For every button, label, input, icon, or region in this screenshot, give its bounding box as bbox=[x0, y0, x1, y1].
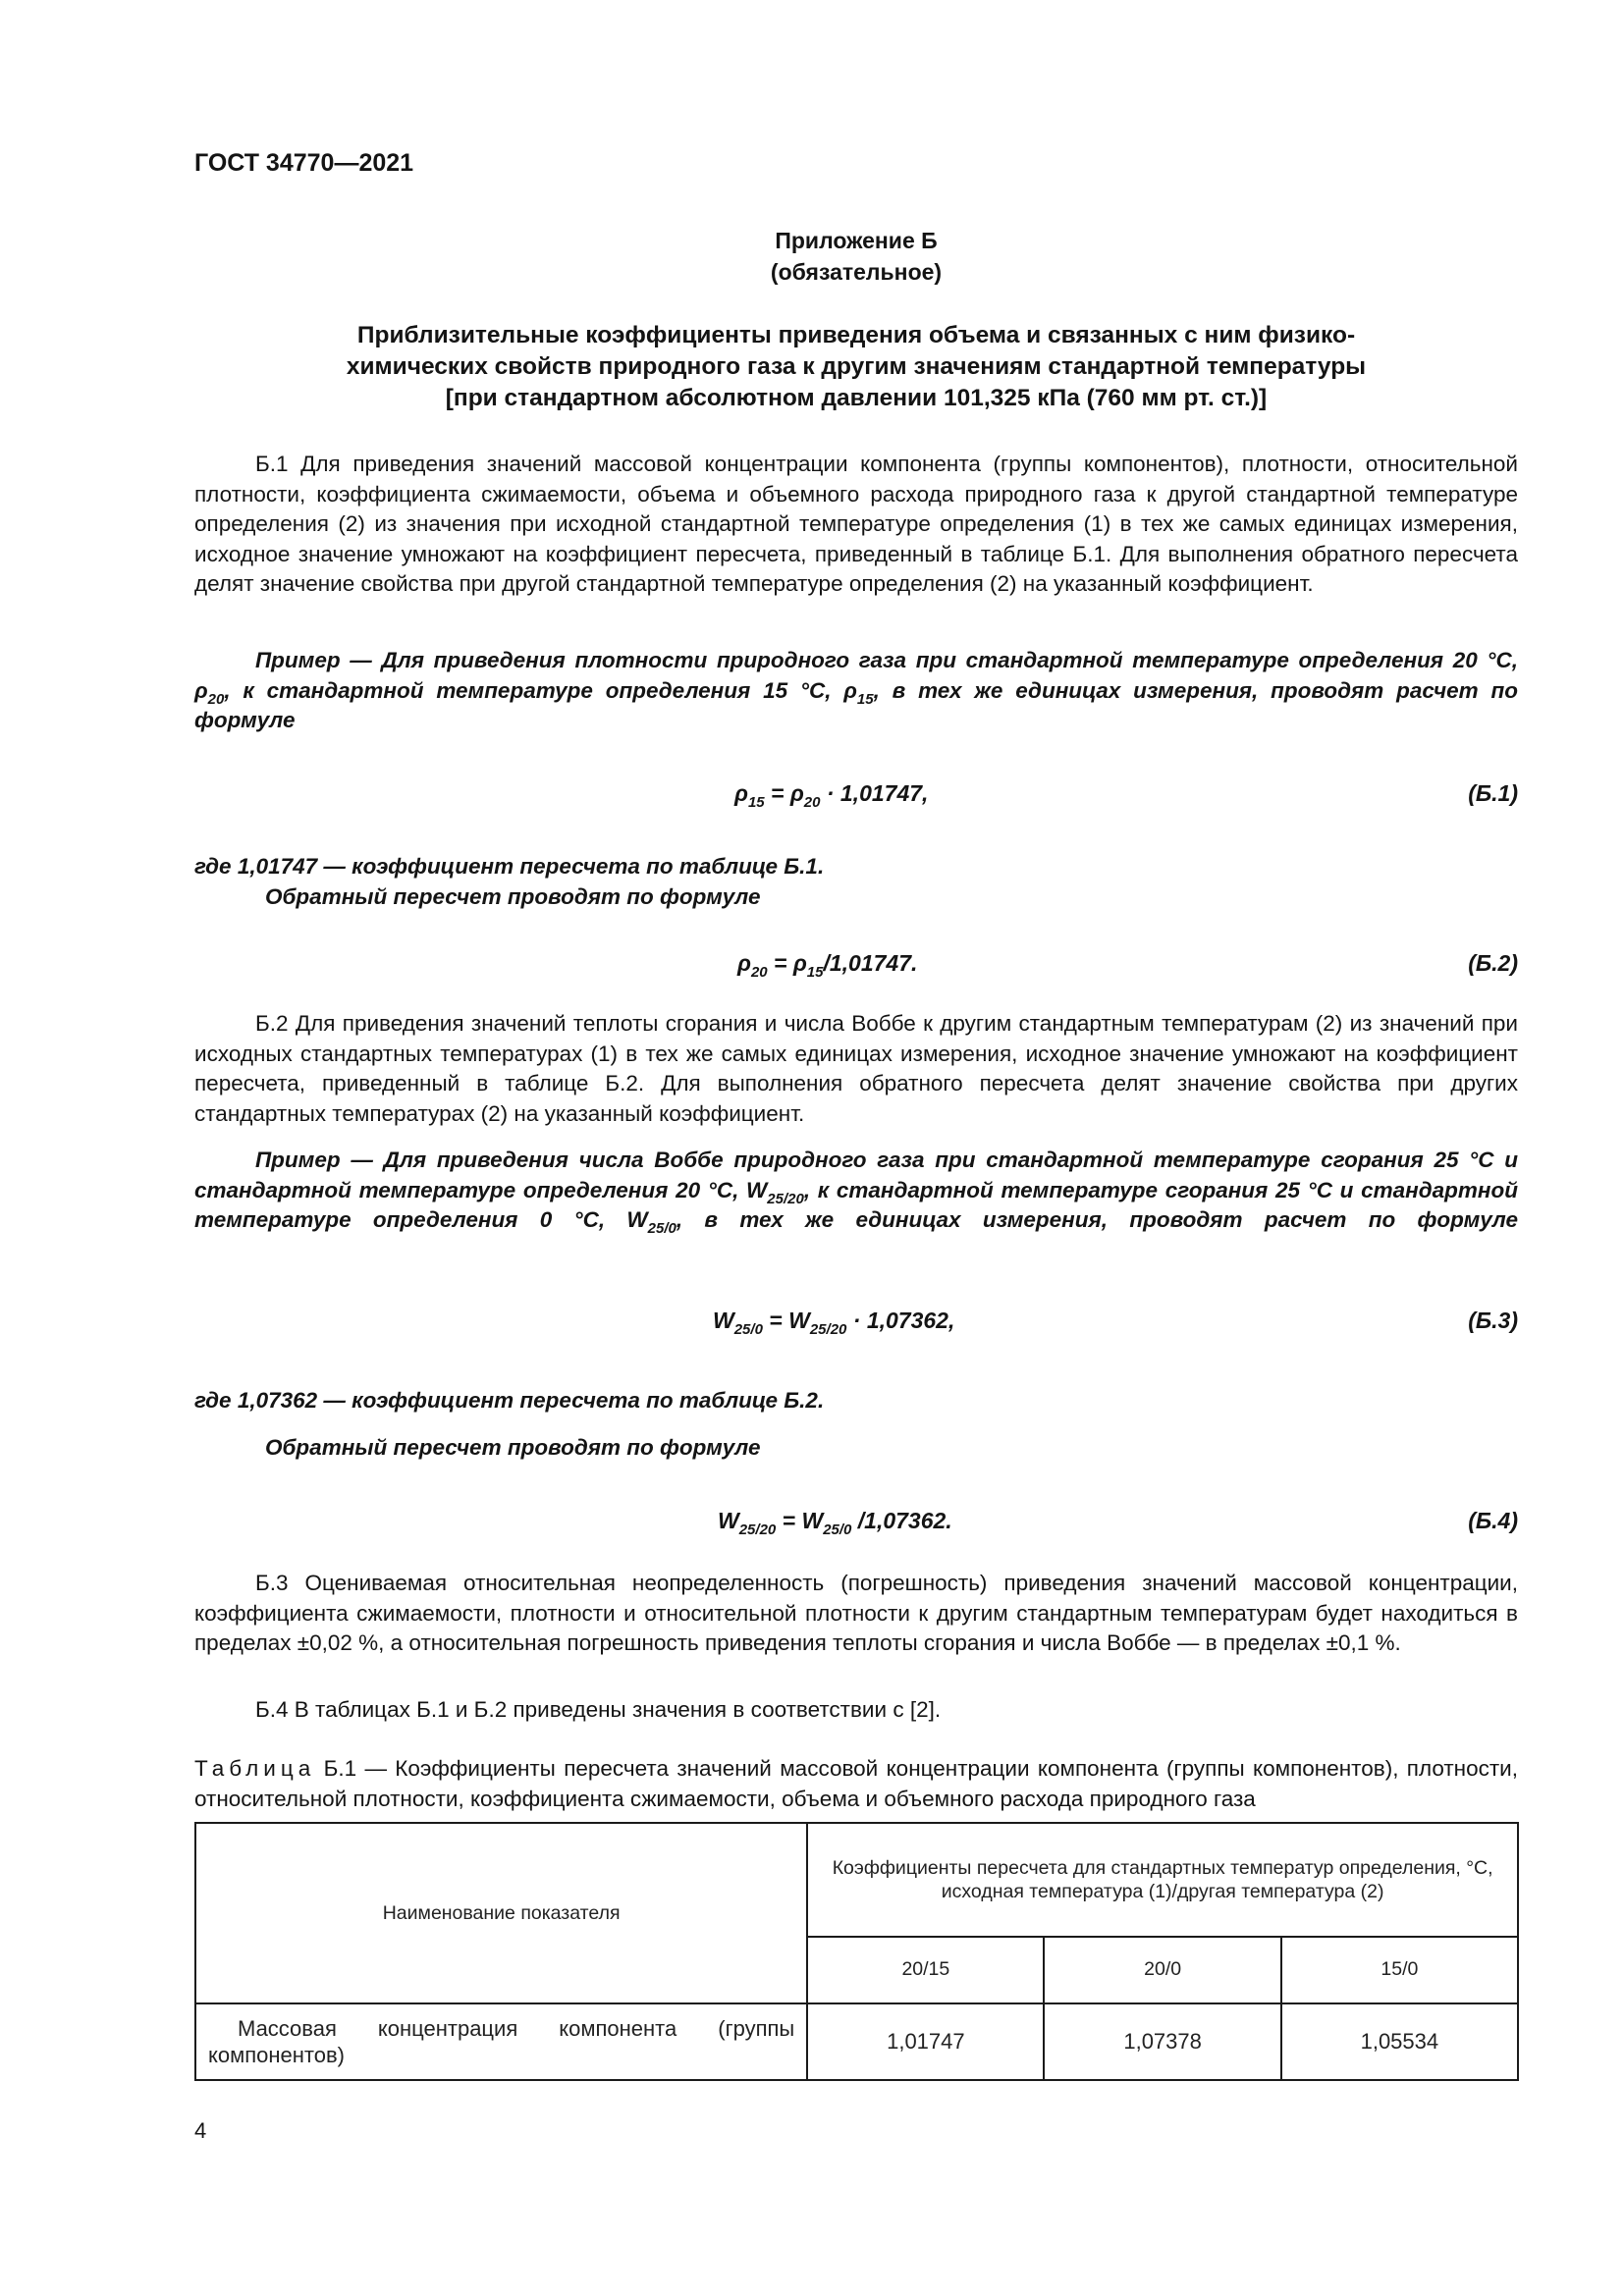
example-2-sub-2: 25/0 bbox=[647, 1220, 677, 1237]
table-header-row bbox=[195, 1823, 1518, 1937]
eq1-b: = ρ bbox=[764, 780, 804, 806]
example-1-part-1: Пример — Для приведения плотности природного газа при стандартной температуре определения 20 °С, ρ bbox=[194, 648, 1518, 703]
equation-b2-number: (Б.2) bbox=[1468, 950, 1518, 976]
example-2-part-1: Пример — Для приведения числа Воббе природного газа при стандартной температуре сгорания 25 °С и стандартной температуре определения 20 °С, W bbox=[194, 1148, 1518, 1202]
paragraph-b4-text: Б.4 В таблицах Б.1 и Б.2 приведены значения в соответствии с [2]. bbox=[255, 1697, 942, 1722]
paragraph-b3-text: Б.3 Оцениваемая относительная неопределенность (погрешность) приведения значений массовой концентрации, коэффициента сжимаемости, плотности и относительной плотности к другим стандартным температурам будет находиться в пределах ±0,02 %, а относительная погрешность приведения теплоты сгорания и числа Воббе — в пределах ±0,1 %. bbox=[194, 1571, 1518, 1655]
eq3-c: · 1,07362, bbox=[846, 1308, 955, 1333]
annex-label: Приложение Б bbox=[775, 228, 938, 253]
annex-title-line-2: химических свойств природного газа к другим значениям стандартной температуры bbox=[346, 353, 1367, 380]
eq2-c: /1,01747. bbox=[823, 950, 918, 976]
table-caption-text: Б.1 — Коэффициенты пересчета значений массовой концентрации компонента (группы компонентов), плотности, относительной плотности, коэффициента сжимаемости, объема и объемного расхода природного газа bbox=[194, 1756, 1518, 1811]
equation-b4 bbox=[718, 1508, 952, 1538]
where-note-1: где 1,01747 — коэффициент пересчета по таблице Б.1. bbox=[194, 854, 825, 879]
example-1-sub-2: 15 bbox=[856, 690, 874, 708]
paragraph-b2-text: Б.2 Для приведения значений теплоты сгорания и числа Воббе к другим стандартным температурам (2) из значений при исходных стандартных температурах (1) в тех же самых единицах измерения, исходное значение умножают на коэффициент пересчета, приведенный в таблице Б.2. Для выполнения обратного пересчета делят значение свойства при других стандартных температурах (2) на указанный коэффициент. bbox=[194, 1011, 1518, 1126]
equation-b4-number: (Б.4) bbox=[1468, 1508, 1518, 1533]
eq1-a-sub: 15 bbox=[747, 794, 765, 811]
eq1-a: ρ bbox=[734, 780, 748, 806]
example-1-sub-1: 20 bbox=[207, 690, 225, 708]
eq2-b-sub: 15 bbox=[806, 964, 824, 981]
eq1-b-sub: 20 bbox=[803, 794, 821, 811]
eq2-a-sub: 20 bbox=[750, 964, 768, 981]
table-row bbox=[195, 2003, 1518, 2080]
row-value-20-15: 1,01747 bbox=[807, 2003, 1044, 2080]
row-value-20-0: 1,07378 bbox=[1044, 2003, 1280, 2080]
table-caption-label: Таблица bbox=[194, 1756, 316, 1781]
eq3-b-sub: 25/20 bbox=[809, 1321, 847, 1338]
paragraph-b3 bbox=[194, 1569, 1518, 1659]
eq4-a: W bbox=[718, 1508, 739, 1533]
eq3-a: W bbox=[713, 1308, 734, 1333]
example-2-part-2: , к стандартной температуре сгорания 25 °С и стандартной температуре определения 0 °С, W bbox=[194, 1177, 1518, 1232]
paragraph-b1-text: Б.1 Для приведения значений массовой концентрации компонента (группы компонентов), плотности, относительной плотности, коэффициента сжимаемости, объема и объемного расхода природного газа к другой стандартной температуре определения (2) из значения при исходной стандартной температуре определения (1) в тех же самых единицах измерения, исходное значение умножают на коэффициент пересчета, приведенный в таблице Б.1. Для выполнения обратного пересчета делят значение свойства при другой стандартной температуре определения (2) на указанный коэффициент. bbox=[194, 452, 1518, 596]
eq1-c: · 1,01747, bbox=[820, 780, 929, 806]
eq2-b: = ρ bbox=[767, 950, 807, 976]
page-number: 4 bbox=[194, 2118, 207, 2143]
eq2-a: ρ bbox=[737, 950, 751, 976]
example-2-sub-1: 25/20 bbox=[767, 1190, 804, 1207]
eq4-a-sub: 25/20 bbox=[738, 1522, 777, 1538]
equation-b1-number: (Б.1) bbox=[1468, 780, 1518, 806]
example-2 bbox=[194, 1146, 1518, 1236]
paragraph-b4 bbox=[194, 1695, 1518, 1726]
equation-b3 bbox=[713, 1308, 955, 1338]
row-value-15-0: 1,05534 bbox=[1281, 2003, 1518, 2080]
conversion-table bbox=[194, 1822, 1519, 2081]
eq3-a-sub: 25/0 bbox=[733, 1321, 763, 1338]
example-1-part-2: , к стандартной температуре определения 15 °С, ρ bbox=[224, 677, 857, 703]
document-header: ГОСТ 34770—2021 bbox=[194, 149, 414, 177]
eq3-b: = W bbox=[762, 1308, 810, 1333]
table-caption bbox=[194, 1754, 1518, 1814]
paragraph-b2 bbox=[194, 1009, 1518, 1129]
equation-b3-number: (Б.3) bbox=[1468, 1308, 1518, 1333]
equation-b1 bbox=[734, 780, 929, 811]
where-note-2: где 1,07362 — коэффициент пересчета по таблице Б.2. bbox=[194, 1388, 825, 1413]
annex-status: (обязательное) bbox=[770, 259, 943, 285]
example-1 bbox=[194, 646, 1518, 736]
column-header-name: Наименование показателя bbox=[195, 1823, 807, 2003]
row-name bbox=[195, 2003, 807, 2080]
column-header-coefficients: Коэффициенты пересчета для стандартных температур определения, °С, исходная температура (1)/другая температура (2) bbox=[807, 1823, 1518, 1937]
eq4-b-sub: 25/0 bbox=[823, 1522, 852, 1538]
eq4-c: /1,07362. bbox=[851, 1508, 952, 1533]
annex-title-line-1: Приблизительные коэффициенты приведения объема и связанных с ним физико- bbox=[356, 322, 1356, 348]
annex-title-line-3: [при стандартном абсолютном давлении 101,325 кПа (760 мм рт. ст.)] bbox=[445, 385, 1268, 411]
annex-title bbox=[194, 320, 1518, 414]
reverse-note-1: Обратный пересчет проводят по формуле bbox=[265, 884, 761, 909]
equation-b2 bbox=[737, 950, 918, 981]
subcolumn-15-0: 15/0 bbox=[1281, 1937, 1518, 2003]
subcolumn-20-0: 20/0 bbox=[1044, 1937, 1280, 2003]
row-name-text: Массовая концентрация компонента (группы компонентов) bbox=[208, 2016, 795, 2067]
subcolumn-20-15: 20/15 bbox=[807, 1937, 1044, 2003]
example-1-part-3: , в тех же единицах измерения, проводят расчет по формуле bbox=[194, 677, 1518, 732]
eq4-b: = W bbox=[776, 1508, 824, 1533]
paragraph-b1 bbox=[194, 450, 1518, 600]
example-2-part-3: , в тех же единицах измерения, проводят расчет по формуле bbox=[676, 1207, 1518, 1232]
reverse-note-2: Обратный пересчет проводят по формуле bbox=[265, 1435, 761, 1460]
